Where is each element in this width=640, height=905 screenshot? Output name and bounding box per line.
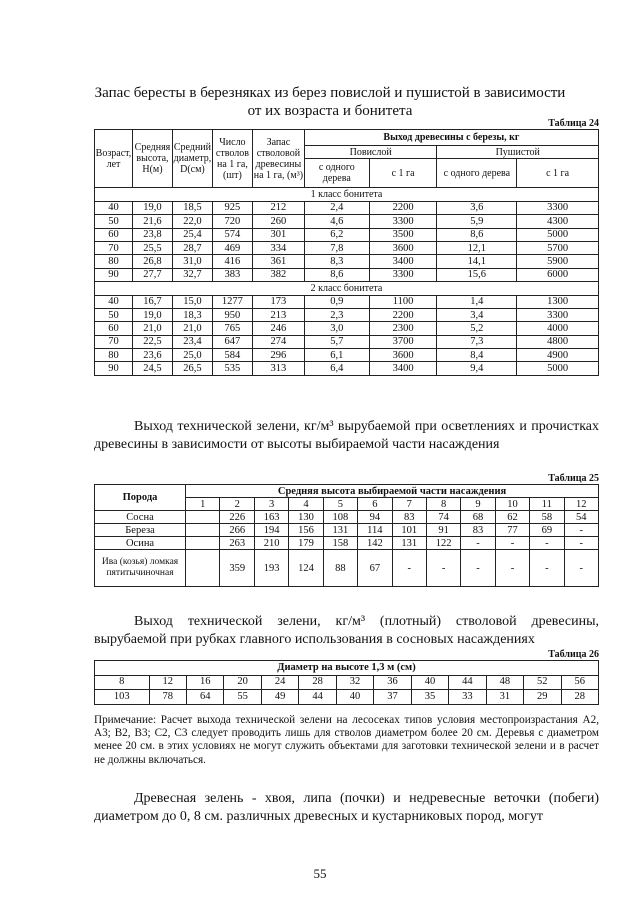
table-cell: 469: [212, 241, 252, 254]
table-cell: 6,2: [304, 228, 369, 241]
table-cell: 7,3: [437, 335, 517, 348]
table24-caption: Таблица 24: [548, 118, 599, 129]
height-col: 3: [254, 498, 288, 511]
table-cell: 194: [254, 524, 288, 537]
header-age: Возраст, лет: [95, 130, 133, 188]
table-cell: 2300: [369, 322, 437, 335]
paragraph-green-mass-main-felling: Выход технической зелени, кг/м³ (плотный) стволовой древесины, вырубаемой при рубках главного использования в сосновых насаждениях: [94, 614, 599, 647]
table-cell: 383: [212, 268, 252, 281]
table-row: [95, 349, 599, 362]
green-mass-by-height-table: [94, 484, 599, 587]
table-cell: 19,0: [132, 308, 172, 321]
table-row: [95, 215, 599, 228]
table-cell: 26,5: [172, 362, 212, 375]
table-row: [95, 201, 599, 214]
table-cell: 5,2: [437, 322, 517, 335]
height-col: 7: [392, 498, 426, 511]
height-col: 12: [564, 498, 598, 511]
header-trunks: Число стволов на 1 га, (шт): [212, 130, 252, 188]
table-cell: 4000: [517, 322, 599, 335]
table-cell: 124: [289, 550, 323, 587]
table-cell: 3400: [369, 362, 437, 375]
table-cell: 40: [95, 295, 133, 308]
table-cell: 3300: [369, 215, 437, 228]
table-cell: 88: [323, 550, 357, 587]
table-cell: 94: [358, 511, 392, 524]
table-cell: 3300: [517, 308, 599, 321]
table-row: [95, 362, 599, 375]
table-cell: 27,7: [132, 268, 172, 281]
table-cell: 131: [392, 537, 426, 550]
table-cell: 130: [289, 511, 323, 524]
height-col: 10: [495, 498, 529, 511]
table-cell: 3600: [369, 349, 437, 362]
table-cell: 80: [95, 255, 133, 268]
table-cell: 3,6: [437, 201, 517, 214]
table-cell: 2,3: [304, 308, 369, 321]
height-col: 11: [530, 498, 564, 511]
value-cell: 31: [486, 690, 523, 705]
table-cell: -: [564, 550, 598, 587]
table-cell: 1277: [212, 295, 252, 308]
table-cell: 3700: [369, 335, 437, 348]
header-pushistaya: Пушистой: [437, 146, 599, 159]
table-cell: -: [564, 524, 598, 537]
diameter-cell: 56: [561, 675, 598, 690]
table-cell: 19,0: [132, 201, 172, 214]
class-label: 1 класс бонитета: [95, 188, 599, 201]
height-col: 6: [358, 498, 392, 511]
table-cell: 246: [252, 322, 304, 335]
table-cell: 3300: [517, 201, 599, 214]
diameter-cell: 20: [224, 675, 261, 690]
table-cell: -: [461, 537, 495, 550]
table-cell: 1300: [517, 295, 599, 308]
table-row: [95, 537, 599, 550]
table-cell: 25,4: [172, 228, 212, 241]
table-cell: 925: [212, 201, 252, 214]
table-cell: -: [495, 550, 529, 587]
table-cell: 67: [358, 550, 392, 587]
table-cell: 5,7: [304, 335, 369, 348]
table-cell: 6,1: [304, 349, 369, 362]
table-cell: -: [461, 550, 495, 587]
table-cell: 3,0: [304, 322, 369, 335]
table-cell: 3,4: [437, 308, 517, 321]
table-cell: 15,6: [437, 268, 517, 281]
table-cell: 50: [95, 308, 133, 321]
table-cell: 14,1: [437, 255, 517, 268]
value-cell: 44: [299, 690, 336, 705]
table-cell: 2,4: [304, 201, 369, 214]
green-mass-by-diameter-table: [94, 660, 599, 705]
table-cell: -: [530, 550, 564, 587]
table-cell: [186, 511, 220, 524]
table-row: [95, 228, 599, 241]
height-col: 1: [186, 498, 220, 511]
diameter-cell: 40: [411, 675, 448, 690]
table26-caption: Таблица 26: [548, 649, 599, 660]
table-cell: 163: [254, 511, 288, 524]
value-cell: 35: [411, 690, 448, 705]
table-cell: 122: [426, 537, 460, 550]
table-cell: 91: [426, 524, 460, 537]
table-cell: 193: [254, 550, 288, 587]
diameter-cell: 36: [374, 675, 411, 690]
table-cell: 18,3: [172, 308, 212, 321]
breed-name: Береза: [95, 524, 186, 537]
table-cell: 18,5: [172, 201, 212, 214]
table-cell: 535: [212, 362, 252, 375]
table-cell: 70: [95, 335, 133, 348]
table-cell: 90: [95, 268, 133, 281]
header-output: Выход древесины с березы, кг: [304, 130, 598, 146]
value-cell: 33: [449, 690, 486, 705]
table-row: [95, 322, 599, 335]
diameter-cell: 24: [261, 675, 298, 690]
table-cell: 6000: [517, 268, 599, 281]
diameter-cell: 16: [187, 675, 224, 690]
header-per-ha: с 1 га: [369, 159, 437, 188]
table-cell: -: [392, 550, 426, 587]
value-cell: 49: [261, 690, 298, 705]
diameter-cell: 28: [299, 675, 336, 690]
table-cell: 8,4: [437, 349, 517, 362]
table-cell: 4900: [517, 349, 599, 362]
table-cell: 584: [212, 349, 252, 362]
header-avg-height: Средняя высота выбираемой части насаждения: [186, 485, 599, 498]
table-cell: 263: [220, 537, 254, 550]
table-cell: 4,6: [304, 215, 369, 228]
value-cell: 55: [224, 690, 261, 705]
table-cell: 313: [252, 362, 304, 375]
table-cell: 5,9: [437, 215, 517, 228]
table-cell: 334: [252, 241, 304, 254]
table-cell: 361: [252, 255, 304, 268]
diameter-cell: 8: [95, 675, 150, 690]
table-row: [95, 524, 599, 537]
table-cell: 28,7: [172, 241, 212, 254]
header-breed: Порода: [95, 485, 186, 511]
table-cell: 23,6: [132, 349, 172, 362]
table-cell: 2200: [369, 201, 437, 214]
header-per-tree: с одного дерева: [437, 159, 517, 188]
header-per-tree: с одного дерева: [304, 159, 369, 188]
table-cell: 9,4: [437, 362, 517, 375]
table-row: [95, 308, 599, 321]
table-cell: 8,6: [437, 228, 517, 241]
table-cell: 574: [212, 228, 252, 241]
table-cell: 647: [212, 335, 252, 348]
table-cell: 80: [95, 349, 133, 362]
table-cell: 6,4: [304, 362, 369, 375]
table-row: [95, 335, 599, 348]
breed-name: Сосна: [95, 511, 186, 524]
table-cell: -: [564, 537, 598, 550]
table-cell: 765: [212, 322, 252, 335]
table-cell: 5000: [517, 228, 599, 241]
table-cell: 15,0: [172, 295, 212, 308]
table-cell: 156: [289, 524, 323, 537]
table-cell: 3500: [369, 228, 437, 241]
table-cell: 25,0: [172, 349, 212, 362]
table-cell: 301: [252, 228, 304, 241]
table-cell: 226: [220, 511, 254, 524]
table-cell: 70: [95, 241, 133, 254]
table-cell: 40: [95, 201, 133, 214]
table-cell: 131: [323, 524, 357, 537]
header-stock: Запас стволовой древесины на 1 га, (м³): [252, 130, 304, 188]
value-cell: 29: [524, 690, 561, 705]
page-title: Запас бересты в березняках из берез повислой и пушистой в зависимости от их возраста и бонитета: [94, 85, 566, 119]
table-cell: 213: [252, 308, 304, 321]
diameter-cell: 32: [336, 675, 373, 690]
table-cell: 60: [95, 228, 133, 241]
table-cell: -: [426, 550, 460, 587]
table-cell: 4300: [517, 215, 599, 228]
table-cell: 60: [95, 322, 133, 335]
table-cell: 2200: [369, 308, 437, 321]
table-cell: 69: [530, 524, 564, 537]
table-cell: 114: [358, 524, 392, 537]
table-cell: 21,0: [132, 322, 172, 335]
table-cell: 83: [461, 524, 495, 537]
table-cell: 101: [392, 524, 426, 537]
height-col: 5: [323, 498, 357, 511]
table-cell: 4800: [517, 335, 599, 348]
table25-caption: Таблица 25: [548, 473, 599, 484]
table-cell: 210: [254, 537, 288, 550]
table-cell: 58: [530, 511, 564, 524]
table-cell: 24,5: [132, 362, 172, 375]
table-cell: 50: [95, 215, 133, 228]
table-cell: 7,8: [304, 241, 369, 254]
table-cell: 31,0: [172, 255, 212, 268]
table-cell: 173: [252, 295, 304, 308]
value-cell: 40: [336, 690, 373, 705]
table-cell: 5700: [517, 241, 599, 254]
table-cell: 179: [289, 537, 323, 550]
table-cell: 260: [252, 215, 304, 228]
breed-name: Осина: [95, 537, 186, 550]
diameter-cell: 48: [486, 675, 523, 690]
table-cell: [186, 524, 220, 537]
height-col: 8: [426, 498, 460, 511]
table-cell: 720: [212, 215, 252, 228]
table-cell: 1,4: [437, 295, 517, 308]
table-cell: 26,8: [132, 255, 172, 268]
table-cell: 950: [212, 308, 252, 321]
table-row: [95, 550, 599, 587]
table-cell: 158: [323, 537, 357, 550]
paragraph-green-mass-thinning: Выход технической зелени, кг/м³ вырубаемой при осветлениях и прочистках древесины в зависимости от высоты выбираемой части насаждения: [94, 419, 599, 452]
table-cell: 23,8: [132, 228, 172, 241]
table-cell: 3400: [369, 255, 437, 268]
header-diameter: Диаметр на высоте 1,3 м (см): [95, 661, 599, 676]
value-cell: 64: [187, 690, 224, 705]
table-cell: 74: [426, 511, 460, 524]
table-cell: 3600: [369, 241, 437, 254]
class-label: 2 класс бонитета: [95, 282, 599, 295]
table-cell: 5000: [517, 362, 599, 375]
table-cell: 25,5: [132, 241, 172, 254]
table-cell: [186, 550, 220, 587]
table-cell: 212: [252, 201, 304, 214]
table-cell: 8,3: [304, 255, 369, 268]
header-diameter: Средний диаметр, D(см): [172, 130, 212, 188]
table-cell: 22,0: [172, 215, 212, 228]
page-number: 55: [313, 866, 327, 881]
height-col: 4: [289, 498, 323, 511]
table-cell: 359: [220, 550, 254, 587]
table-cell: 21,0: [172, 322, 212, 335]
table-cell: 22,5: [132, 335, 172, 348]
table-cell: 3300: [369, 268, 437, 281]
value-cell: 37: [374, 690, 411, 705]
table-cell: 62: [495, 511, 529, 524]
diameter-cell: 12: [149, 675, 186, 690]
table-cell: 266: [220, 524, 254, 537]
table-cell: 416: [212, 255, 252, 268]
table-cell: 83: [392, 511, 426, 524]
table-row: [95, 241, 599, 254]
height-col: 2: [220, 498, 254, 511]
paragraph-wood-green: Древесная зелень - хвоя, липа (почки) и недревесные веточки (побеги) диаметром до 0, 8 см. различных древесных и кустарниковых пород, могут: [94, 791, 599, 824]
height-col: 9: [461, 498, 495, 511]
table-cell: 32,7: [172, 268, 212, 281]
table-row: [95, 268, 599, 281]
table-cell: 296: [252, 349, 304, 362]
table-cell: 77: [495, 524, 529, 537]
table-cell: 108: [323, 511, 357, 524]
table-cell: -: [530, 537, 564, 550]
table-row: [95, 511, 599, 524]
note-paragraph: Примечание: Расчет выхода технической зелени на лесосеках типов условия местопроизрастания А2, А3; В2, В3; С2, С3 следует проводить лишь для стволов диаметром более 20 см. Деревья с диаметром менее 20 см. в этих условиях не могут служить объектами для заготовки технической зелени и в расчет не должны включаться.: [94, 714, 599, 766]
value-cell: 28: [561, 690, 598, 705]
table-cell: 8,6: [304, 268, 369, 281]
table-cell: 5900: [517, 255, 599, 268]
table-cell: 21,6: [132, 215, 172, 228]
table-cell: 68: [461, 511, 495, 524]
table-cell: [186, 537, 220, 550]
table-cell: 382: [252, 268, 304, 281]
breed-name: Ива (козья) ломкая пятитычиночная: [95, 550, 186, 587]
table-cell: 0,9: [304, 295, 369, 308]
table-cell: 1100: [369, 295, 437, 308]
table-cell: 16,7: [132, 295, 172, 308]
table-cell: 23,4: [172, 335, 212, 348]
table-cell: -: [495, 537, 529, 550]
table-row: [95, 295, 599, 308]
diameter-cell: 52: [524, 675, 561, 690]
diameter-cell: 44: [449, 675, 486, 690]
table-cell: 90: [95, 362, 133, 375]
bark-stock-table: [94, 129, 599, 376]
table-cell: 54: [564, 511, 598, 524]
header-povislaya: Повислой: [304, 146, 437, 159]
header-height: Средняя высота, Н(м): [132, 130, 172, 188]
header-per-ha: с 1 га: [517, 159, 599, 188]
table-cell: 12,1: [437, 241, 517, 254]
value-cell: 103: [95, 690, 150, 705]
table-cell: 274: [252, 335, 304, 348]
value-cell: 78: [149, 690, 186, 705]
table-cell: 142: [358, 537, 392, 550]
table-row: [95, 255, 599, 268]
